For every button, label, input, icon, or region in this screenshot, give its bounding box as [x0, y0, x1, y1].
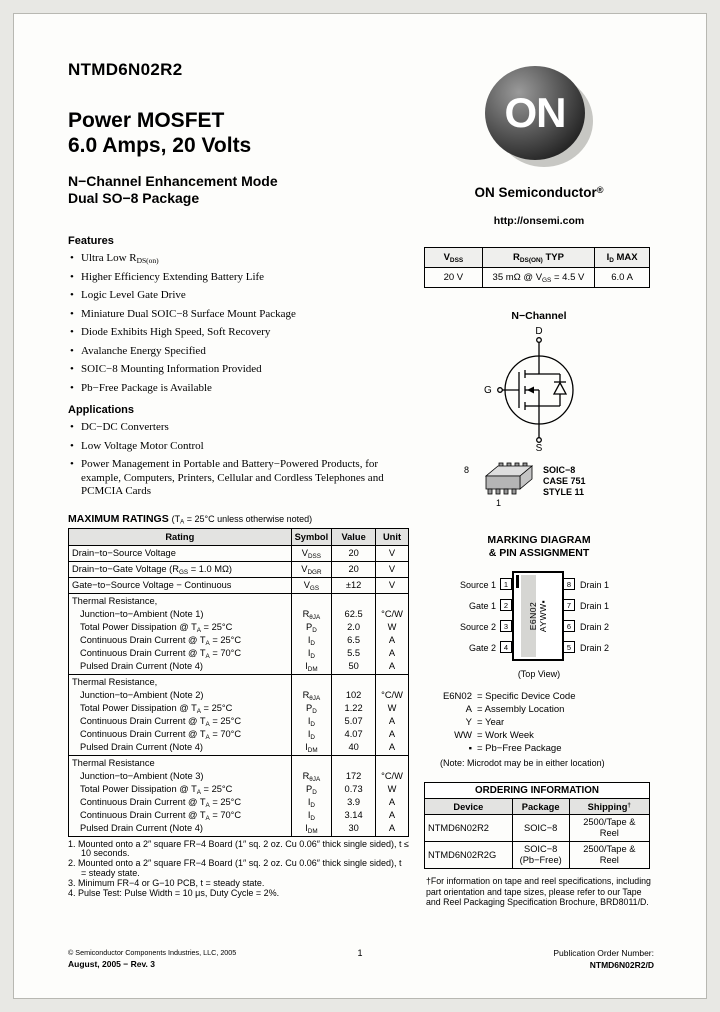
pin-number: 4 — [500, 641, 512, 653]
marking-legend — [424, 690, 654, 770]
ordering-information-table — [424, 782, 650, 869]
table-header-row — [425, 799, 650, 815]
idmax-value: 6.0 A — [595, 268, 650, 288]
publication-number: NTMD6N02R2/D — [589, 960, 654, 970]
col-unit: Unit — [376, 528, 409, 545]
soic8-package-icon — [476, 462, 540, 504]
pin-number: 1 — [500, 578, 512, 590]
on-logo-ball — [485, 66, 585, 160]
col-rating: Rating — [69, 528, 292, 545]
gate-label: G — [484, 385, 492, 396]
on-logo — [483, 66, 595, 168]
left-column — [68, 60, 409, 899]
table-group-row: Thermal Resistance Junction−to−Ambient (Note 3) Total Power Dissipation @ $T_A = 25^\circ C$ Continuous Drain Current @ $T_A = 25^\circ C$ Continuous Drain Current @ $T_A = 70^\circ C$ Pulsed Drain Current (Note 4) $R_{\theta JA}$ $P_D$ $I_D$ $I_D$ $I_{DM}$ 172 0.73 3.9 3.14 30 °C/W W A A A — [69, 755, 409, 836]
note-3: 3. Minimum FR−4 or G−10 PCB, t = steady state. — [68, 878, 265, 889]
package-style: STYLE 11 — [543, 487, 585, 497]
ordering-footnote: †For information on tape and reel specifications, including part orientation and tape sizes, please refer to our Tape and Reel Packaging Specification Brochure, BRD8011/D. — [426, 876, 651, 908]
chip-body — [512, 571, 564, 661]
title-line-1: Power MOSFET — [68, 109, 225, 132]
page-subtitle — [68, 173, 409, 207]
legend-item: A = Assembly Location — [465, 704, 565, 715]
list-item: • Diode Exhibits High Speed, Soft Recovery — [70, 326, 271, 338]
table-header-row — [425, 248, 650, 268]
table-row: NTMD6N02R2G SOIC−8 (Pb−Free) 2500/Tape & Reel — [425, 842, 650, 869]
list-item: • Higher Efficiency Extending Battery Life — [70, 270, 265, 283]
table-row: Gate−to−Source Voltage − Continuous $V_{GS}$ ±12 V — [69, 577, 409, 593]
package-drawing-row — [424, 462, 654, 510]
maximum-ratings-table — [68, 528, 409, 837]
pin-number: 7 — [563, 599, 575, 611]
pin-label: Drain 2 — [580, 643, 610, 653]
note-4: 4. Pulse Test: Pulse Width = 10 μs, Duty Cycle = 2%. — [68, 888, 280, 899]
on-logo-text: ON — [504, 89, 566, 136]
note-1: 1. Mounted onto a 2″ square FR−4 Board (1″ sq. 2 oz. Cu 0.06″ thick single sided), t ≤ 10 seconds. — [68, 838, 409, 859]
col-package: Package — [512, 799, 569, 815]
package-name-block — [543, 465, 586, 498]
company-name: ON Semiconductor® — [474, 184, 604, 200]
legend-item: E6N02 = Specific Device Code — [442, 691, 576, 702]
bullet-icon: • — [70, 326, 74, 338]
chip-marking-text: E6N02 AYWW▪ — [528, 599, 548, 633]
bullet-icon: • — [70, 381, 74, 394]
channel-type-label: N−Channel — [511, 310, 567, 322]
pin-label: Gate 1 — [468, 601, 496, 611]
bullet-icon: • — [70, 252, 74, 264]
col-shipping: Shipping† — [569, 799, 649, 815]
ordering-heading: ORDERING INFORMATION — [425, 783, 650, 799]
pin-assignment-diagram — [424, 571, 654, 665]
rdson-value: 35 mΩ @ $V_{GS} = 4.5$ V — [482, 268, 594, 288]
table-group-row: Thermal Resistance, Junction−to−Ambient (Note 1) Total Power Dissipation @ $T_A = 25^\circ C$ Continuous Drain Current @ $T_A = 25^\circ C$ Continuous Drain Current @ $T_A = 70^\circ C$ Pulsed Drain Current (Note 4) $R_{\theta JA}$ $P_D$ $I_D$ $I_D$ $I_{DM}$ 62.5 2.0 6.5 5.5 50 °C/W W A A A — [69, 593, 409, 674]
page-number: 1 — [357, 948, 363, 958]
list-item: • Pb−Free Package is Available — [70, 381, 212, 394]
table-row: NTMD6N02R2 SOIC−8 2500/Tape & Reel — [425, 815, 650, 842]
package-pin8-label: 8 — [464, 465, 470, 475]
list-item: • Low Voltage Motor Control — [70, 439, 204, 452]
pin-label: Gate 2 — [468, 643, 496, 653]
idmax-header: $I_D$ MAX — [595, 248, 650, 268]
pin-label: Drain 1 — [580, 580, 610, 590]
ratings-notes — [68, 840, 409, 899]
part-number: NTMD6N02R2 — [68, 60, 183, 79]
page-title — [68, 108, 409, 158]
pin-label: Source 1 — [459, 580, 496, 590]
pin-label: Drain 2 — [580, 622, 610, 632]
vdss-value: 20 V — [425, 268, 483, 288]
table-row: Drain−to−Source Voltage $V_{DSS}$ 20 V — [69, 545, 409, 561]
title-line-2: 6.0 Amps, 20 Volts — [68, 134, 252, 157]
mosfet-symbol — [474, 324, 604, 452]
table-group-row: Thermal Resistance, Junction−to−Ambient (Note 2) Total Power Dissipation @ $T_A = 25^\circ C$ Continuous Drain Current @ $T_A = 25^\circ C$ Continuous Drain Current @ $T_A = 70^\circ C$ Pulsed Drain Current (Note 4) $R_{\theta JA}$ $P_D$ $I_D$ $I_D$ $I_{DM}$ 102 1.22 5.07 4.07 40 °C/W W A A A — [69, 674, 409, 755]
rdson-header: $R_{DS(ON)}$ TYP — [482, 248, 594, 268]
right-column — [424, 66, 654, 908]
bullet-icon: • — [70, 289, 74, 301]
drain-label: D — [535, 326, 543, 337]
bullet-icon: • — [70, 307, 74, 320]
summary-ratings-table — [424, 247, 650, 288]
subtitle-line-2: Dual SO−8 Package — [68, 190, 200, 206]
applications-list — [68, 421, 409, 499]
pin-number: 2 — [500, 599, 512, 611]
pin-number: 6 — [563, 620, 575, 632]
package-case: CASE 751 — [543, 476, 586, 486]
max-ratings-heading: MAXIMUM RATINGS ($T_A = 25^\circ C$ unless otherwise noted) — [68, 512, 313, 526]
legend-note: (Note: Microdot may be in either location) — [440, 758, 605, 768]
list-item: • Power Management in Portable and Battery−Powered Products, for example, Computers, Printers, Cellular and Cordless Telephones and PCMCIA Cards — [70, 458, 384, 497]
publication-label: Publication Order Number: — [553, 948, 654, 958]
legend-item: Y = Year — [465, 717, 505, 728]
pin-label: Source 2 — [459, 622, 496, 632]
legend-item: ▪ = Pb−Free Package — [468, 743, 562, 754]
pin-number: 8 — [563, 578, 575, 590]
col-value: Value — [332, 528, 376, 545]
bullet-icon: • — [70, 270, 74, 283]
copyright-line: © Semiconductor Components Industries, LLC, 2005 — [68, 948, 237, 957]
table-title-row — [425, 783, 650, 799]
pin-label: Drain 1 — [580, 601, 610, 611]
features-list — [68, 252, 409, 395]
source-label: S — [535, 443, 543, 452]
list-item: • Logic Level Gate Drive — [70, 289, 186, 301]
list-item: • Ultra Low $R_{DS(on)}$ — [70, 252, 159, 266]
max-ratings-condition: ($T_A = 25^\circ C$ unless otherwise noted) — [171, 513, 313, 526]
subtitle-line-1: N−Channel Enhancement Mode — [68, 173, 278, 189]
bullet-icon: • — [70, 458, 74, 470]
footer-right — [553, 948, 654, 970]
list-item: • Miniature Dual SOIC−8 Surface Mount Package — [70, 307, 296, 320]
pin1-indicator — [516, 575, 519, 588]
col-symbol: Symbol — [291, 528, 332, 545]
table-row: Drain−to−Gate Voltage ($R_{GS} = 1.0$ MΩ) $V_{DGR}$ 20 V — [69, 561, 409, 577]
list-item: • Avalanche Energy Specified — [70, 344, 206, 357]
note-2: 2. Mounted onto a 2″ square FR−4 Board (1″ sq. 2 oz. Cu 0.06″ thick single sided), t = steady state. — [68, 858, 402, 879]
marking-diagram-heading: MARKING DIAGRAM & PIN ASSIGNMENT — [487, 534, 591, 559]
bullet-icon: • — [70, 344, 74, 357]
package-name: SOIC−8 — [543, 465, 576, 475]
registered-mark: ® — [596, 184, 604, 195]
bullet-icon: • — [70, 363, 74, 375]
table-row — [425, 268, 650, 288]
package-pin1-label: 1 — [496, 498, 502, 508]
top-view-label: (Top View) — [517, 669, 561, 679]
legend-item: WW = Work Week — [454, 730, 534, 741]
table-header-row — [69, 528, 409, 545]
features-heading: Features — [68, 235, 114, 247]
website-link[interactable]: http://onsemi.com — [493, 215, 585, 227]
pin-number: 5 — [563, 641, 575, 653]
bullet-icon: • — [70, 421, 74, 433]
applications-heading: Applications — [68, 404, 135, 416]
vdss-header: $V_{DSS}$ — [425, 248, 483, 268]
revision-line: August, 2005 − Rev. 3 — [68, 959, 156, 969]
bullet-icon: • — [70, 439, 74, 452]
list-item: • DC−DC Converters — [70, 421, 169, 433]
pin-number: 3 — [500, 620, 512, 632]
list-item: • SOIC−8 Mounting Information Provided — [70, 363, 262, 375]
col-device: Device — [425, 799, 513, 815]
